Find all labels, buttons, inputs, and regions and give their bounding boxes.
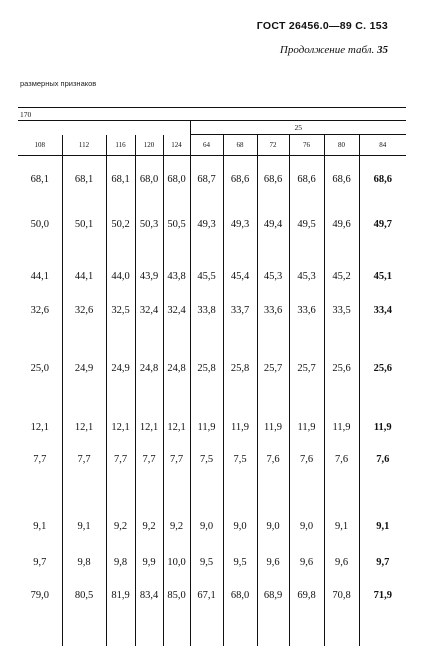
table-cell: 69,8: [289, 588, 324, 646]
table-row: [18, 217, 406, 269]
table-row: [18, 269, 406, 303]
table-cell: 71,9: [359, 588, 406, 646]
table-cell: 50,1: [62, 217, 106, 269]
table-row: [18, 519, 406, 555]
table-cell: 68,6: [257, 156, 289, 218]
table-cell: 9,6: [289, 555, 324, 588]
table-cell: 25,8: [190, 361, 223, 420]
column-header: 84: [359, 135, 406, 156]
table-head: [18, 108, 406, 156]
table-cell: 68,6: [359, 156, 406, 218]
table-caption: размерных признаков: [20, 79, 96, 88]
table-cell: 32,4: [163, 303, 190, 361]
table-cell: 80,5: [62, 588, 106, 646]
column-header: 112: [62, 135, 106, 156]
table-cell: 44,1: [62, 269, 106, 303]
table-cell: 68,0: [135, 156, 163, 218]
table-row: [18, 303, 406, 361]
table-cell: 43,9: [135, 269, 163, 303]
table-cell: 49,4: [257, 217, 289, 269]
table-cell: 68,1: [62, 156, 106, 218]
table-cell: 7,7: [106, 452, 135, 519]
table-cell: 33,6: [257, 303, 289, 361]
table-cell: 7,7: [163, 452, 190, 519]
table-cell: 68,1: [106, 156, 135, 218]
table-cell: 33,5: [324, 303, 359, 361]
table-cell: 49,6: [324, 217, 359, 269]
table-row: [18, 588, 406, 646]
table-cell: 33,7: [223, 303, 257, 361]
table-cell: 50,5: [163, 217, 190, 269]
table-row: [18, 361, 406, 420]
table-continuation-label: [280, 44, 388, 56]
table-cell: 7,6: [289, 452, 324, 519]
table-cell: 11,9: [359, 420, 406, 452]
table-cell: 68,6: [324, 156, 359, 218]
table-cell: 9,6: [324, 555, 359, 588]
table-cell: 9,5: [223, 555, 257, 588]
table-cell: 9,1: [324, 519, 359, 555]
table-number: 35: [377, 44, 388, 56]
table-cell: 68,1: [18, 156, 62, 218]
table-cell: 24,9: [62, 361, 106, 420]
table-cell: 25,0: [18, 361, 62, 420]
group-spacer: [18, 121, 190, 135]
table-cell: 68,0: [163, 156, 190, 218]
table-cell: 70,8: [324, 588, 359, 646]
table-cell: 25,7: [257, 361, 289, 420]
table-cell: 12,1: [18, 420, 62, 452]
table-cell: 32,4: [135, 303, 163, 361]
table-cell: 11,9: [324, 420, 359, 452]
table-cell: 7,6: [324, 452, 359, 519]
table-cell: 24,9: [106, 361, 135, 420]
table-cell: 9,6: [257, 555, 289, 588]
table-cell: 12,1: [106, 420, 135, 452]
table-cell: 9,0: [289, 519, 324, 555]
continuation-text: Продолжение табл.: [280, 44, 374, 56]
table-cell: 9,8: [106, 555, 135, 588]
table-cell: 11,9: [223, 420, 257, 452]
table-cell: 9,0: [257, 519, 289, 555]
table-cell: 25,7: [289, 361, 324, 420]
table-row: [18, 555, 406, 588]
table-cell: 45,3: [289, 269, 324, 303]
group-label-25: 25: [190, 121, 406, 135]
table-cell: 10,0: [163, 555, 190, 588]
table-cell: 45,2: [324, 269, 359, 303]
group-row-170: [18, 108, 406, 121]
table-cell: 32,5: [106, 303, 135, 361]
table-cell: 45,3: [257, 269, 289, 303]
table-cell: 12,1: [135, 420, 163, 452]
table-cell: 12,1: [62, 420, 106, 452]
table-cell: 9,7: [18, 555, 62, 588]
table-cell: 9,0: [223, 519, 257, 555]
table-cell: 44,0: [106, 269, 135, 303]
table-cell: 9,0: [190, 519, 223, 555]
page-header: ГОСТ 26456.0—89 С. 153: [257, 20, 388, 32]
table-cell: 68,6: [223, 156, 257, 218]
table-cell: 50,2: [106, 217, 135, 269]
table-cell: 11,9: [190, 420, 223, 452]
table-cell: 24,8: [163, 361, 190, 420]
table-cell: 9,9: [135, 555, 163, 588]
column-header: 124: [163, 135, 190, 156]
table-cell: 45,4: [223, 269, 257, 303]
table-cell: 32,6: [62, 303, 106, 361]
table-cell: 44,1: [18, 269, 62, 303]
table-row: [18, 156, 406, 218]
column-header: 108: [18, 135, 62, 156]
table-cell: 12,1: [163, 420, 190, 452]
table-cell: 43,8: [163, 269, 190, 303]
table-cell: 50,0: [18, 217, 62, 269]
table-cell: 68,6: [289, 156, 324, 218]
table-cell: 49,7: [359, 217, 406, 269]
table-cell: 11,9: [289, 420, 324, 452]
table-cell: 25,6: [324, 361, 359, 420]
table-cell: 9,5: [190, 555, 223, 588]
table-cell: 7,6: [359, 452, 406, 519]
table-cell: 25,6: [359, 361, 406, 420]
table-cell: 49,3: [190, 217, 223, 269]
table-cell: 9,1: [359, 519, 406, 555]
table-cell: 9,2: [135, 519, 163, 555]
table-cell: 7,7: [62, 452, 106, 519]
table-cell: 7,7: [18, 452, 62, 519]
table-cell: 33,6: [289, 303, 324, 361]
table-cell: 50,3: [135, 217, 163, 269]
table-cell: 49,3: [223, 217, 257, 269]
table-cell: 11,9: [257, 420, 289, 452]
group-label-170: 170: [18, 108, 406, 121]
column-header: 76: [289, 135, 324, 156]
table-cell: 32,6: [18, 303, 62, 361]
table-cell: 68,7: [190, 156, 223, 218]
table-cell: 45,1: [359, 269, 406, 303]
table-cell: 79,0: [18, 588, 62, 646]
table-cell: 7,7: [135, 452, 163, 519]
table-cell: 25,8: [223, 361, 257, 420]
column-header-row: [18, 135, 406, 156]
table-cell: 83,4: [135, 588, 163, 646]
table-cell: 24,8: [135, 361, 163, 420]
table-cell: 45,5: [190, 269, 223, 303]
column-header: 116: [106, 135, 135, 156]
table-cell: 9,1: [18, 519, 62, 555]
column-header: 72: [257, 135, 289, 156]
table-cell: 68,0: [223, 588, 257, 646]
table-cell: 33,8: [190, 303, 223, 361]
table-cell: 85,0: [163, 588, 190, 646]
table-cell: 9,7: [359, 555, 406, 588]
table-cell: 67,1: [190, 588, 223, 646]
table-cell: 49,5: [289, 217, 324, 269]
data-table: [18, 107, 406, 646]
table-cell: 7,6: [257, 452, 289, 519]
table-cell: 9,1: [62, 519, 106, 555]
table-cell: 81,9: [106, 588, 135, 646]
column-header: 120: [135, 135, 163, 156]
table-cell: 9,8: [62, 555, 106, 588]
table-cell: 7,5: [223, 452, 257, 519]
group-row-25: [18, 121, 406, 135]
table-cell: 68,9: [257, 588, 289, 646]
table-cell: 9,2: [106, 519, 135, 555]
table-cell: 9,2: [163, 519, 190, 555]
table-cell: 33,4: [359, 303, 406, 361]
table-body: [18, 156, 406, 646]
column-header: 64: [190, 135, 223, 156]
table-row: [18, 452, 406, 519]
table-row: [18, 420, 406, 452]
column-header: 80: [324, 135, 359, 156]
table-cell: 7,5: [190, 452, 223, 519]
column-header: 68: [223, 135, 257, 156]
